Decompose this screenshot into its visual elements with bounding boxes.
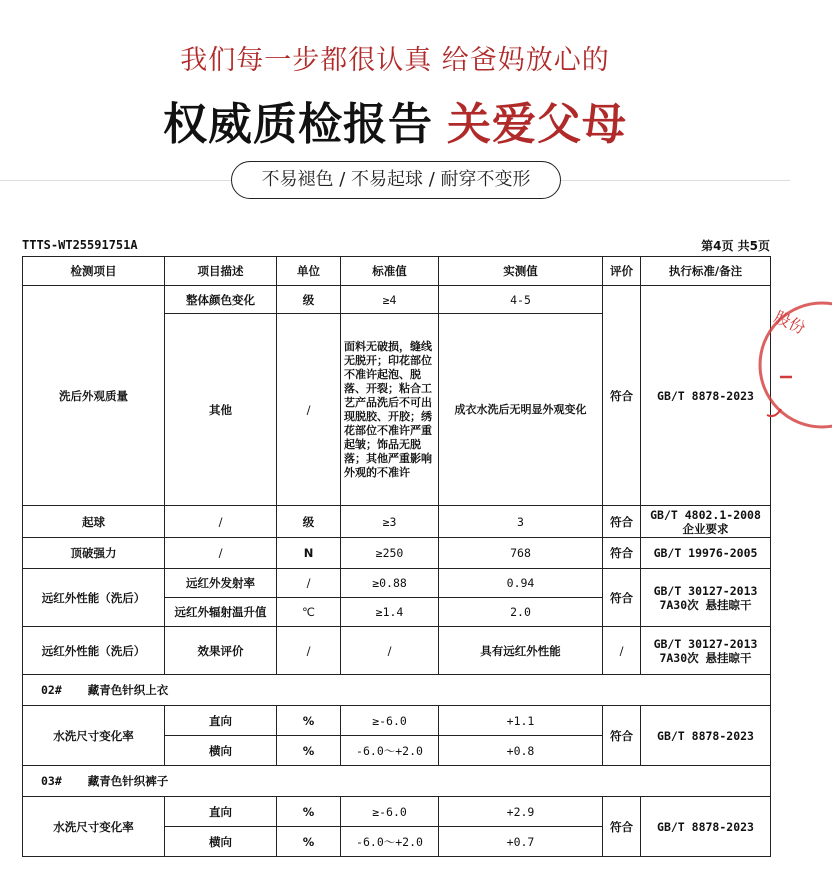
- test-std: -6.0～+2.0: [341, 736, 439, 766]
- test-std: ≥-6.0: [341, 706, 439, 736]
- test-std: ≥4: [341, 286, 439, 314]
- section-row: [23, 675, 771, 706]
- section-title: [23, 766, 771, 797]
- test-std: ≥0.88: [341, 569, 439, 598]
- test-std: ≥-6.0: [341, 797, 439, 827]
- section-no: 03#: [41, 774, 62, 788]
- test-desc: 横向: [165, 736, 277, 766]
- section-no: 02#: [41, 683, 62, 697]
- test-measured: +1.1: [439, 706, 603, 736]
- test-unit: /: [277, 627, 341, 675]
- test-measured: 3: [439, 506, 603, 538]
- test-std: -6.0～+2.0: [341, 827, 439, 857]
- header-subtitle: 我们每一步都很认真 给爸妈放心的: [180, 45, 610, 76]
- table-header-row: [23, 257, 771, 286]
- test-item: 远红外性能（洗后）: [23, 627, 165, 675]
- title-red: 关爱父母: [447, 99, 627, 150]
- test-unit: 级: [277, 286, 341, 314]
- test-measured: +0.7: [439, 827, 603, 857]
- test-std: ≥3: [341, 506, 439, 538]
- test-std: 面料无破损，缝线无脱开；印花部位不准许起泡、脱落、开裂；粘合工艺产品洗后不可出现脱胶、开胶；绣花部位不准许严重起皱；饰品无脱落；其他严重影响外观的不准许: [341, 314, 439, 506]
- table-row: [23, 797, 771, 827]
- table-row: [23, 627, 771, 675]
- test-desc: 横向: [165, 827, 277, 857]
- test-standard: GB/T 8878-2023: [641, 286, 771, 506]
- test-standard: GB/T 8878-2023: [641, 797, 771, 857]
- test-measured: 4-5: [439, 286, 603, 314]
- col-header: 项目描述: [165, 257, 277, 286]
- test-item: 顶破强力: [23, 538, 165, 569]
- col-header: 评价: [603, 257, 641, 286]
- test-measured: +2.9: [439, 797, 603, 827]
- test-unit: 级: [277, 506, 341, 538]
- test-desc: /: [165, 506, 277, 538]
- header-title: [0, 88, 790, 152]
- title-black: 权威质检报告: [163, 99, 433, 150]
- test-eval: 符合: [603, 569, 641, 627]
- test-desc: 其他: [165, 314, 277, 506]
- test-unit: %: [277, 827, 341, 857]
- test-eval: 符合: [603, 286, 641, 506]
- test-measured: 2.0: [439, 598, 603, 627]
- test-desc: /: [165, 538, 277, 569]
- seal-text: 股份: [771, 307, 809, 338]
- col-header: 标准值: [341, 257, 439, 286]
- table-row: [23, 569, 771, 598]
- test-std: ≥250: [341, 538, 439, 569]
- test-unit: ℃: [277, 598, 341, 627]
- test-eval: 符合: [603, 706, 641, 766]
- test-desc: 直向: [165, 797, 277, 827]
- test-unit: /: [277, 314, 341, 506]
- test-standard: GB/T 19976-2005: [641, 538, 771, 569]
- test-measured: 具有远红外性能: [439, 627, 603, 675]
- test-unit: %: [277, 706, 341, 736]
- col-header: 实测值: [439, 257, 603, 286]
- test-standard: GB/T 30127-2013 7A30次 悬挂晾干: [641, 569, 771, 627]
- test-unit: /: [277, 569, 341, 598]
- col-header: 执行标准/备注: [641, 257, 771, 286]
- table-row: [23, 538, 771, 569]
- col-header: 检测项目: [23, 257, 165, 286]
- test-standard: GB/T 8878-2023: [641, 706, 771, 766]
- page-number: 第4页 共5页: [701, 239, 770, 253]
- table-row: [23, 286, 771, 314]
- test-item: 洗后外观质量: [23, 286, 165, 506]
- test-unit: N: [277, 538, 341, 569]
- test-std: ≥1.4: [341, 598, 439, 627]
- report-table: [22, 256, 771, 857]
- table-row: [23, 506, 771, 538]
- test-eval: 符合: [603, 506, 641, 538]
- col-header: 单位: [277, 257, 341, 286]
- test-desc: 效果评价: [165, 627, 277, 675]
- table-row: [23, 706, 771, 736]
- section-title: [23, 675, 771, 706]
- test-desc: 整体颜色变化: [165, 286, 277, 314]
- test-standard: GB/T 30127-2013 7A30次 悬挂晾干: [641, 627, 771, 675]
- test-standard: GB/T 4802.1-2008 企业要求: [641, 506, 771, 538]
- test-measured: +0.8: [439, 736, 603, 766]
- test-desc: 远红外发射率: [165, 569, 277, 598]
- test-unit: %: [277, 736, 341, 766]
- test-measured: 0.94: [439, 569, 603, 598]
- test-desc: 直向: [165, 706, 277, 736]
- section-row: [23, 766, 771, 797]
- tagline-pill: 不易褪色 / 不易起球 / 耐穿不变形: [231, 161, 561, 199]
- test-measured: 成衣水洗后无明显外观变化: [439, 314, 603, 506]
- divider-left: [0, 180, 231, 181]
- test-unit: %: [277, 797, 341, 827]
- test-item: 水洗尺寸变化率: [23, 706, 165, 766]
- test-eval: 符合: [603, 797, 641, 857]
- test-item: 远红外性能（洗后）: [23, 569, 165, 627]
- section-name: 藏青色针织上衣: [87, 683, 169, 697]
- divider-right: [561, 180, 790, 181]
- official-seal-icon: [762, 295, 832, 445]
- test-std: /: [341, 627, 439, 675]
- section-name: 藏青色针织裤子: [87, 774, 169, 788]
- test-item: 起球: [23, 506, 165, 538]
- test-desc: 远红外辐射温升值: [165, 598, 277, 627]
- test-item: 水洗尺寸变化率: [23, 797, 165, 857]
- test-eval: /: [603, 627, 641, 675]
- report-id: TTTS-WT25591751A: [22, 238, 138, 252]
- test-eval: 符合: [603, 538, 641, 569]
- test-measured: 768: [439, 538, 603, 569]
